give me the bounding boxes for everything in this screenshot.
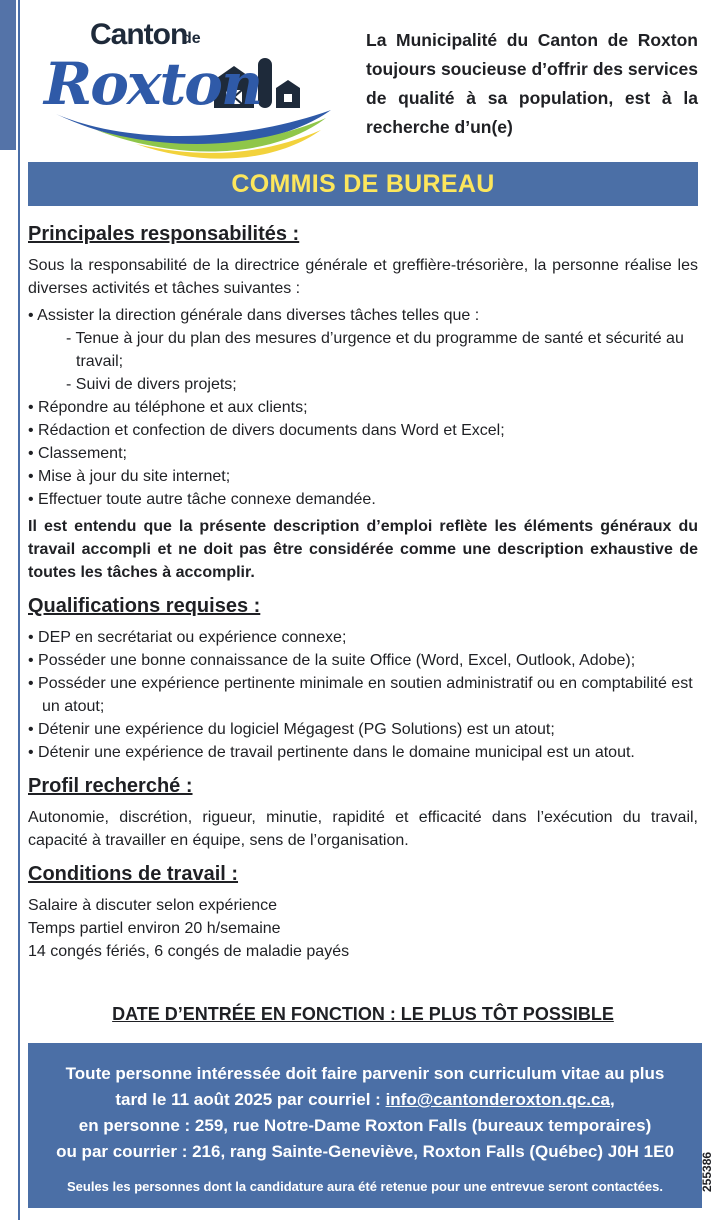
responsibilities-list xyxy=(28,304,698,511)
list-item: • Effectuer toute autre tâche connexe demandée. xyxy=(28,488,698,511)
conditions-line: Temps partiel environ 20 h/semaine xyxy=(28,920,281,937)
reference-number: 255386 xyxy=(700,1151,714,1192)
conditions-section xyxy=(28,860,698,963)
responsibilities-note: Il est entendu que la présente description d’emploi reflète les éléments généraux du travail accompli et ne doit pas être considérée comme une description exhaustive de toutes les tâches à accomplir. xyxy=(28,518,698,581)
municipality-logo xyxy=(36,12,336,157)
contact-line: ou par courrier : 216, rang Sainte-Geneviève, Roxton Falls (Québec) J0H 1E0 xyxy=(56,1142,674,1161)
header xyxy=(28,8,698,156)
conditions-line: Salaire à discuter selon expérience xyxy=(28,897,278,914)
email-link[interactable]: info@cantonderoxton.qc.ca xyxy=(385,1090,610,1109)
job-title-banner xyxy=(28,162,698,206)
responsibilities-section xyxy=(28,220,698,584)
responsibilities-heading: Principales responsabilités : xyxy=(28,223,300,245)
conditions-heading: Conditions de travail : xyxy=(28,863,239,885)
contact-line: en personne : 259, rue Notre-Dame Roxton Falls (bureaux temporaires) xyxy=(78,1116,652,1135)
contact-line-prefix: tard le 11 août 2025 par courriel : xyxy=(115,1090,386,1109)
qualifications-section xyxy=(28,592,698,764)
profile-section xyxy=(28,772,698,852)
list-item: • Détenir une expérience du logiciel Mégagest (PG Solutions) est un atout; xyxy=(28,718,698,741)
profile-heading: Profil recherché : xyxy=(28,775,193,797)
responsibilities-lead: Sous la responsabilité de la directrice générale et greffière-trésorière, la personne réalise les diverses activités et tâches suivantes : xyxy=(28,257,698,297)
list-item: • Rédaction et confection de divers documents dans Word et Excel; xyxy=(28,419,698,442)
left-accent-bar xyxy=(0,0,16,150)
logo-text-roxton: Roxton xyxy=(44,50,262,118)
contact-line-suffix: , xyxy=(609,1090,615,1109)
logo-text-de: de xyxy=(182,30,201,47)
sub-list-item: - Suivi de divers projets; xyxy=(28,373,698,396)
list-item: • Posséder une bonne connaissance de la suite Office (Word, Excel, Outlook, Adobe); xyxy=(28,649,698,672)
list-item: • Répondre au téléphone et aux clients; xyxy=(28,396,698,419)
sub-list-item: - Tenue à jour du plan des mesures d’urgence et du programme de santé et sécurité au travail; xyxy=(28,327,698,373)
list-item: • Détenir une expérience de travail pertinente dans le domaine municipal est un atout. xyxy=(28,741,698,764)
qualifications-heading: Qualifications requises : xyxy=(28,595,261,617)
job-title: COMMIS DE BUREAU xyxy=(231,169,495,198)
list-item: • Mise à jour du site internet; xyxy=(28,465,698,488)
intro-text: La Municipalité du Canton de Roxton toujours soucieuse d’offrir des services de qualité à sa population, est à la recherche d’un(e) xyxy=(366,30,698,137)
list-item: • Posséder une expérience pertinente minimale en soutien administratif ou en comptabilité est un atout; xyxy=(28,672,698,718)
list-item: • Assister la direction générale dans diverses tâches telles que : xyxy=(28,304,698,327)
conditions-line: 14 congés fériés, 6 congés de maladie payés xyxy=(28,943,350,960)
start-date-notice: DATE D’ENTRÉE EN FONCTION : LE PLUS TÔT POSSIBLE xyxy=(112,1004,614,1024)
contact-box xyxy=(28,1043,702,1208)
contact-line xyxy=(28,1087,702,1113)
list-item: • DEP en secrétariat ou expérience connexe; xyxy=(28,626,698,649)
profile-text: Autonomie, discrétion, rigueur, minutie, rapidité et efficacité dans l’exécution du travail, capacité à travailler en équipe, sens de l’organisation. xyxy=(28,809,698,849)
job-description xyxy=(28,220,698,971)
contact-footnote: Seules les personnes dont la candidature aura été retenue pour une entrevue seront contactées. xyxy=(66,1179,663,1194)
qualifications-list xyxy=(28,626,698,764)
logo-text-canton: Canton xyxy=(90,18,188,51)
contact-line: Toute personne intéressée doit faire parvenir son curriculum vitae au plus xyxy=(65,1064,665,1083)
list-item: • Classement; xyxy=(28,442,698,465)
